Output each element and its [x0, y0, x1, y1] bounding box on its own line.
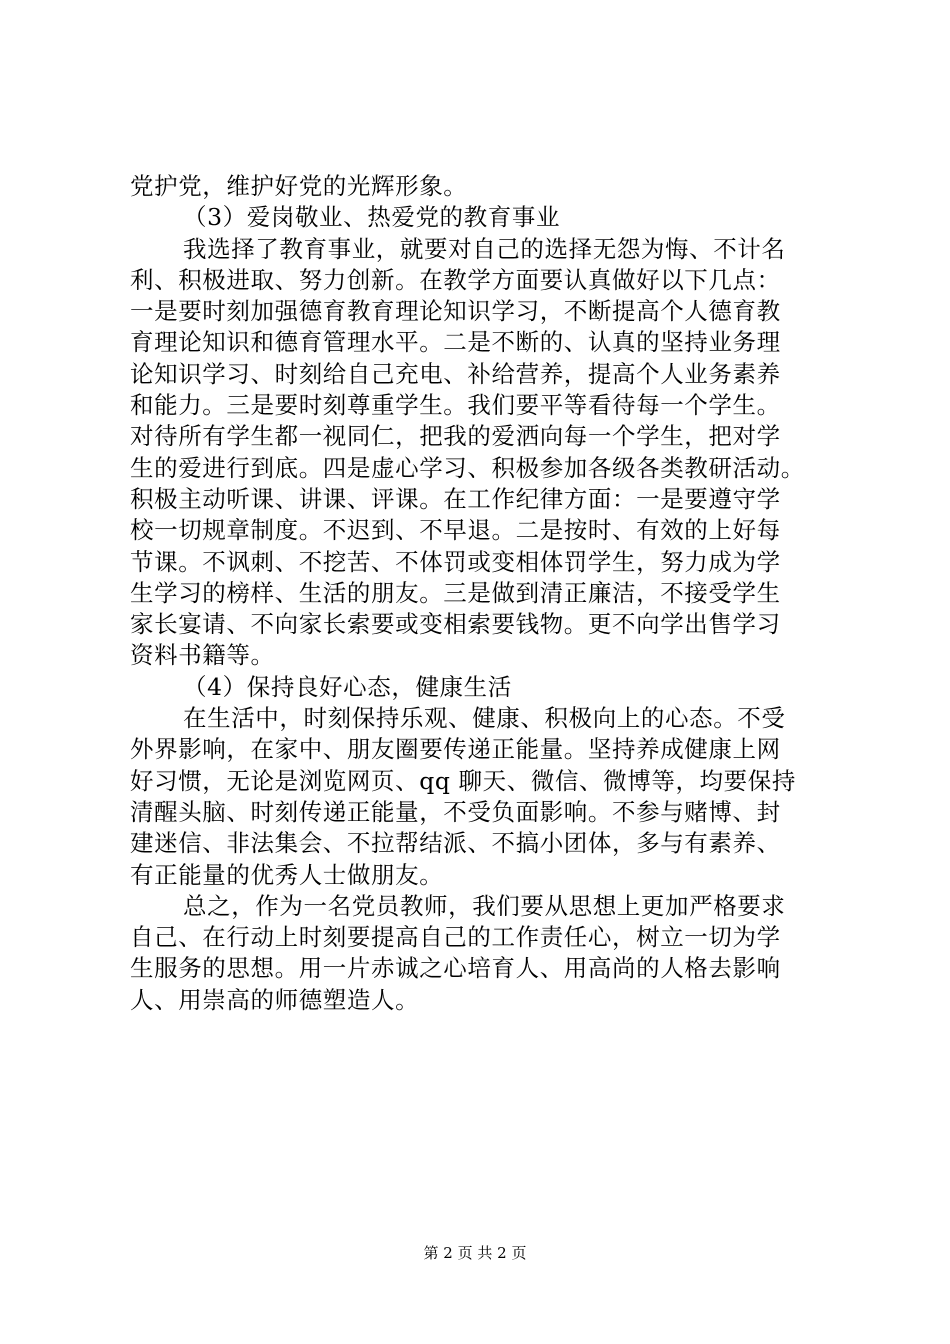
page-number-footer: 第 2 页 共 2 页	[423, 1244, 527, 1262]
text-line: 校一切规章制度。不迟到、不早退。二是按时、有效的上好每	[130, 516, 781, 545]
text-line: 利、积极进取、努力创新。在教学方面要认真做好以下几点：	[130, 265, 781, 294]
text-line: 生服务的思想。用一片赤诚之心培育人、用高尚的人格去影响	[130, 954, 781, 983]
text-line: 家长宴请、不向家长索要或变相索要钱物。更不向学出售学习	[130, 610, 781, 639]
text-line: 节课。不讽刺、不挖苦、不体罚或变相体罚学生，努力成为学	[130, 547, 781, 576]
text-line: 自己、在行动上时刻要提高自己的工作责任心，树立一切为学	[130, 923, 781, 952]
text-line: 外界影响，在家中、朋友圈要传递正能量。坚持养成健康上网	[130, 735, 781, 764]
text-line: 好习惯，无论是浏览网页、qq 聊天、微信、微博等，均要保持	[130, 766, 796, 795]
text-line: 建迷信、非法集会、不拉帮结派、不搞小团体，多与有素养、	[130, 829, 781, 858]
section-heading: （4）保持良好心态，健康生活	[183, 672, 512, 701]
text-line: 生的爱进行到底。四是虚心学习、积极参加各级各类教研活动。	[130, 453, 805, 482]
text-line: 积极主动听课、讲课、评课。在工作纪律方面：一是要遵守学	[130, 484, 781, 513]
text-line: 对待所有学生都一视同仁，把我的爱洒向每一个学生，把对学	[130, 422, 781, 451]
text-line: 清醒头脑、时刻传递正能量，不受负面影响。不参与赌博、封	[130, 797, 781, 826]
text-line: 资料书籍等。	[130, 641, 275, 670]
text-line: 和能力。三是要时刻尊重学生。我们要平等看待每一个学生。	[130, 391, 781, 420]
text-line: 党护党，维护好党的光辉形象。	[130, 172, 468, 200]
text-line: 论知识学习、时刻给自己充电、补给营养，提高个人业务素养	[130, 359, 781, 388]
text-line: 育理论知识和德育管理水平。二是不断的、认真的坚持业务理	[130, 328, 781, 357]
text-line: 我选择了教育事业，就要对自己的选择无怨为悔、不计名	[183, 234, 786, 263]
text-line: 一是要时刻加强德育教育理论知识学习，不断提高个人德育教	[130, 297, 781, 326]
text-line: 人、用崇高的师德塑造人。	[130, 985, 420, 1014]
section-heading: （3）爱岗敬业、热爱党的教育事业	[183, 203, 561, 232]
text-line: 总之，作为一名党员教师，我们要从思想上更加严格要求	[183, 891, 786, 920]
text-line: 生学习的榜样、生活的朋友。三是做到清正廉洁，不接受学生	[130, 578, 781, 607]
document-body	[130, 171, 830, 1016]
text-line: 在生活中，时刻保持乐观、健康、积极向上的心态。不受	[183, 704, 786, 733]
text-line: 有正能量的优秀人士做朋友。	[130, 860, 444, 889]
